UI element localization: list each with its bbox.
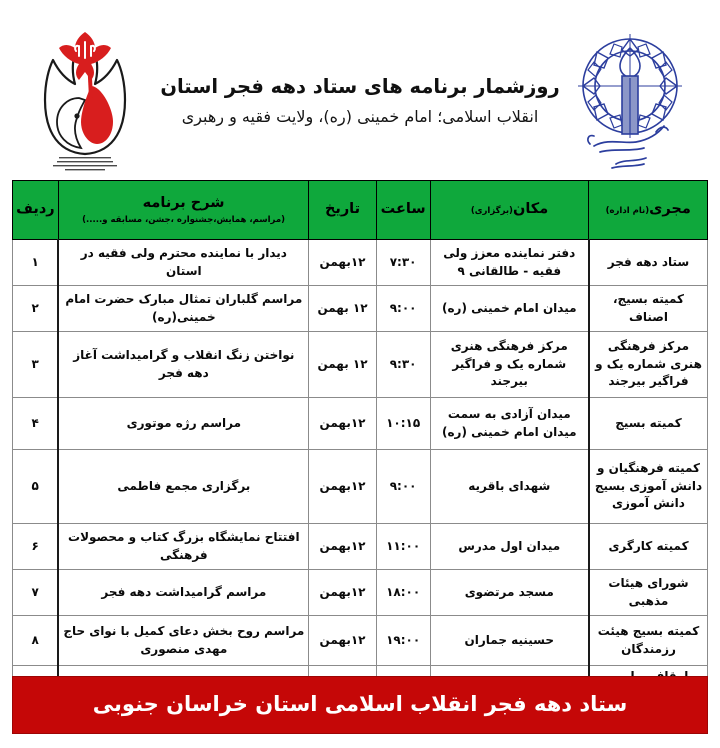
cell-time: ۷:۳۰ (376, 240, 430, 286)
cell-place: شهدای باقریه (430, 450, 589, 524)
cell-description: برگزاری مجمع فاطمی (58, 450, 309, 524)
cell-place: حسینیه جماران (430, 616, 589, 666)
cell-description: افتتاح نمایشگاه بزرگ کتاب و محصولات فرهنگی (58, 524, 309, 570)
cell-row-number: ۳ (13, 332, 59, 398)
cell-organizer: شورای هیئات مذهبی (589, 570, 708, 616)
table-row (13, 332, 708, 398)
page-subtitle: انقلاب اسلامی؛ امام خمینی (ره)، ولایت فقیه و رهبری (181, 107, 539, 127)
table-header-row (13, 181, 708, 240)
table-row (13, 570, 708, 616)
cell-date: ۱۲بهمن (309, 398, 376, 450)
cell-description: مراسم روح بخش دعای کمیل با نوای حاج مهدی منصوری (58, 616, 309, 666)
cell-time: ۹:۰۰ (376, 286, 430, 332)
page-title: روزشمار برنامه های ستاد دهه فجر استان (160, 75, 560, 98)
organizer-header-label: مجری (649, 201, 691, 218)
cell-description: مراسم رژه موتوری (58, 398, 309, 450)
cell-organizer: مرکز فرهنگی هنری شماره یک و فراگیر بیرجند (589, 332, 708, 398)
footer-text: ستاد دهه فجر انقلاب اسلامی استان خراسان جنوبی (92, 692, 628, 717)
row-number-header-label: ردیف (16, 201, 55, 218)
description-header-note: (مراسم، همایش،جشنواره ،جشن، مسابقه و.....) (82, 214, 285, 225)
cell-place: مسجد مرتضوی (430, 570, 589, 616)
cell-row-number: ۴ (13, 398, 59, 450)
schedule-table (12, 180, 708, 706)
cell-date: ۱۲بهمن (309, 570, 376, 616)
footer-banner (12, 676, 708, 734)
cell-description: مراسم گلباران تمثال مبارک حضرت امام خمینی(ره) (58, 286, 309, 332)
cell-date: ۱۲بهمن (309, 524, 376, 570)
cell-date: ۱۲بهمن (309, 450, 376, 524)
date-header-label: تاریخ (324, 201, 361, 218)
cell-place: دفتر نماینده معزز ولی فقیه - طالقانی ۹ (430, 240, 589, 286)
cell-time: ۹:۰۰ (376, 450, 430, 524)
cell-date: ۱۲بهمن (309, 616, 376, 666)
cell-description: دیدار با نماینده محترم ولی فقیه در استان (58, 240, 309, 286)
cell-time: ۱۱:۰۰ (376, 524, 430, 570)
cell-row-number: ۸ (13, 616, 59, 666)
cell-row-number: ۵ (13, 450, 59, 524)
table-row (13, 450, 708, 524)
cell-organizer: کمیته بسیج هیئت رزمندگان (589, 616, 708, 666)
cell-row-number: ۱ (13, 240, 59, 286)
column-header-row-number (13, 181, 59, 240)
cell-place: میدان امام خمینی (ره) (430, 286, 589, 332)
cell-time: ۱۹:۰۰ (376, 616, 430, 666)
cell-row-number: ۲ (13, 286, 59, 332)
place-header-label: مکان (512, 201, 549, 218)
schedule-table-body (13, 240, 708, 706)
description-header-label: شرح برنامه (142, 195, 225, 212)
table-row (13, 240, 708, 286)
cell-place: میدان اول مدرس (430, 524, 589, 570)
table-row (13, 286, 708, 332)
column-header-place (430, 181, 589, 240)
cell-row-number: ۶ (13, 524, 59, 570)
place-header-note: (برگزاری) (470, 206, 513, 217)
cell-time: ۹:۳۰ (376, 332, 430, 398)
poster-title-block (0, 72, 720, 130)
organizer-header-note: (نام اداره) (605, 206, 650, 217)
table-row (13, 524, 708, 570)
column-header-date (309, 181, 376, 240)
cell-organizer: کمیته بسیج (589, 398, 708, 450)
cell-place: میدان آزادی به سمت میدان امام خمینی (ره) (430, 398, 589, 450)
cell-place: مرکز فرهنگی هنری شماره یک و فراگیر بیرجند (430, 332, 589, 398)
column-header-description (58, 181, 309, 240)
cell-date: ۱۲ بهمن (309, 332, 376, 398)
cell-description: مراسم گرامیداشت دهه فجر (58, 570, 309, 616)
column-header-time (376, 181, 430, 240)
table-row (13, 398, 708, 450)
cell-time: ۱۰:۱۵ (376, 398, 430, 450)
cell-organizer: کمیته فرهنگیان و دانش آموزی بسیج دانش آموزی (589, 450, 708, 524)
cell-organizer: ستاد دهه فجر (589, 240, 708, 286)
poster-header (0, 0, 720, 176)
schedule-table-wrapper (12, 180, 708, 706)
cell-date: ۱۲ بهمن (309, 286, 376, 332)
column-header-organizer (589, 181, 708, 240)
cell-row-number: ۷ (13, 570, 59, 616)
time-header-label: ساعت (380, 201, 426, 218)
cell-description: نواختن زنگ انقلاب و گرامیداشت آغاز دهه فجر (58, 332, 309, 398)
cell-organizer: کمیته بسیج، اصناف (589, 286, 708, 332)
cell-time: ۱۸:۰۰ (376, 570, 430, 616)
cell-organizer: کمیته کارگری (589, 524, 708, 570)
table-row (13, 616, 708, 666)
cell-date: ۱۲بهمن (309, 240, 376, 286)
